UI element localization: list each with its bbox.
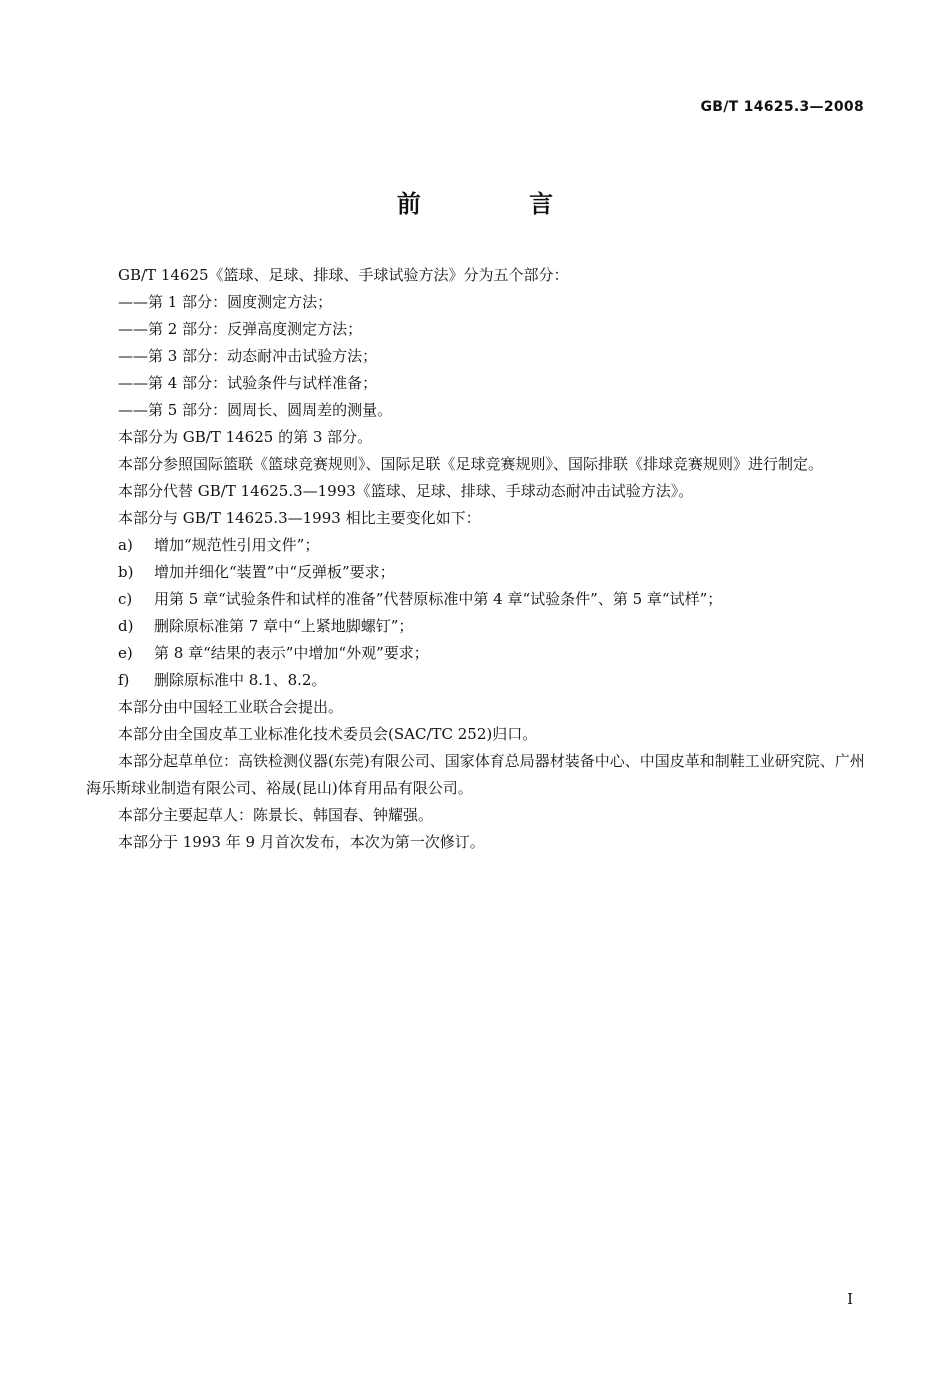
paragraph-drafting-units: 本部分起草单位：高铁检测仪器(东莞)有限公司、国家体育总局器材装备中心、中国皮革和制鞋工业研究院、广州海乐斯球业制造有限公司、裕晟(昆山)体育用品有限公司。 — [86, 752, 865, 797]
paragraph-part-5: ——第 5 部分：圆周长、圆周差的测量。 — [118, 401, 393, 419]
paragraph-part-1: ——第 1 部分：圆度测定方法； — [118, 293, 333, 311]
paragraph-reference: 本部分参照国际篮联《篮球竞赛规则》、国际足联《足球竞赛规则》、国际排联《排球竞赛规则》进行制定。 — [118, 455, 824, 473]
change-marker: d) — [118, 617, 134, 635]
change-item — [86, 613, 866, 640]
change-text: 增加“规范性引用文件”； — [154, 536, 320, 554]
paragraph-administered-by: 本部分由全国皮革工业标准化技术委员会(SAC/TC 252)归口。 — [118, 725, 538, 743]
paragraph-drafters: 本部分主要起草人：陈景长、韩国春、钟耀强。 — [118, 806, 434, 824]
paragraph-replaces: 本部分代替 GB/T 14625.3—1993《篮球、足球、排球、手球动态耐冲击试验方法》。 — [118, 482, 694, 500]
change-text: 增加并细化“装置”中“反弹板”要求； — [154, 563, 395, 581]
change-text: 用第 5 章“试验条件和试样的准备”代替原标准中第 4 章“试验条件”、第 5 章“试样”； — [154, 590, 723, 608]
change-item — [86, 532, 866, 559]
change-item — [86, 559, 866, 586]
page-number: I — [847, 1290, 853, 1308]
change-item — [86, 667, 866, 694]
change-item — [86, 640, 866, 667]
paragraph-part-3: ——第 3 部分：动态耐冲击试验方法； — [118, 347, 378, 365]
document-code: GB/T 14625.3—2008 — [700, 99, 864, 115]
change-text: 删除原标准中 8.1、8.2。 — [154, 671, 327, 689]
change-marker: e) — [118, 644, 133, 662]
change-text: 第 8 章“结果的表示”中增加“外观”要求； — [154, 644, 429, 662]
change-marker: a) — [118, 536, 133, 554]
paragraph-proposed-by: 本部分由中国轻工业联合会提出。 — [118, 698, 344, 716]
page-title: 前 言 — [396, 190, 604, 218]
change-marker: c) — [118, 590, 133, 608]
paragraph-part-2: ——第 2 部分：反弹高度测定方法； — [118, 320, 363, 338]
paragraph-this-part: 本部分为 GB/T 14625 的第 3 部分。 — [118, 428, 373, 446]
paragraph-part-4: ——第 4 部分：试验条件与试样准备； — [118, 374, 378, 392]
foreword-body — [86, 262, 866, 856]
paragraph-history: 本部分于 1993 年 9 月首次发布，本次为第一次修订。 — [118, 833, 485, 851]
change-text: 删除原标准第 7 章中“上紧地脚螺钉”； — [154, 617, 414, 635]
change-marker: f) — [118, 671, 130, 689]
paragraph-changes-intro: 本部分与 GB/T 14625.3—1993 相比主要变化如下： — [118, 509, 481, 527]
change-marker: b) — [118, 563, 134, 581]
paragraph-intro: GB/T 14625《篮球、足球、排球、手球试验方法》分为五个部分： — [118, 266, 569, 284]
change-item — [86, 586, 866, 613]
